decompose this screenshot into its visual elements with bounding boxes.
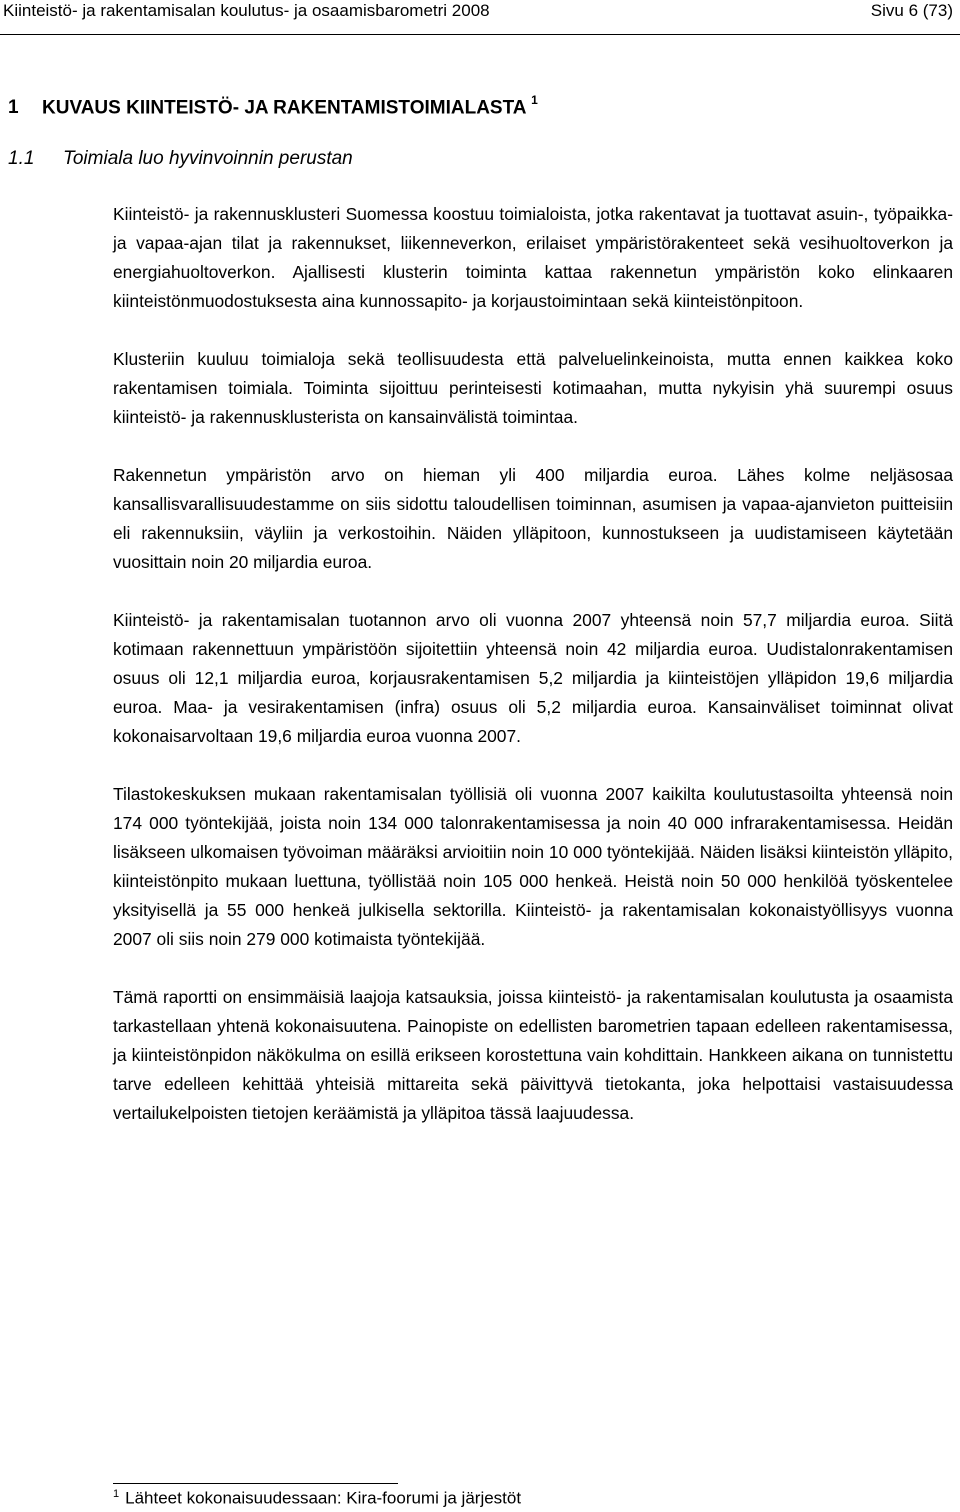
paragraph: Kiinteistö- ja rakennusklusteri Suomessa koostuu toimialoista, jotka rakentavat ja tuottavat asuin-, työpaikka- ja vapaa-ajan tilat ja rakennukset, liikenneverkon, erilaiset ympäristörakenteet sekä vesihuoltoverkon ja energiahuoltoverkon. Ajallisesti klusterin toiminta kattaa rakennetun ympäristön koko elinkaaren kiinteistönmuodostuksesta aina kunnossapito- ja korjaustoimintaan sekä kiinteistönpitoon. (113, 204, 953, 311)
section-heading (8, 148, 353, 170)
paragraph: Klusteriin kuuluu toimialoja sekä teollisuudesta että palveluelinkeinoista, mutta ennen kaikkea koko rakentamisen toimiala. Toiminta sijoittuu perinteisesti kotimaahan, mutta nykyisin yhä suurempi osuus kiinteistö- ja rakennusklusterista on kansainvälistä toimintaa. (113, 349, 953, 427)
footnote-text: Lähteet kokonaisuudessaan: Kira-foorumi ja järjestöt (125, 1488, 522, 1508)
chapter-title: KUVAUS KIINTEISTÖ- JA RAKENTAMISTOIMIALASTA (42, 97, 526, 119)
paragraph: Kiinteistö- ja rakentamisalan tuotannon arvo oli vuonna 2007 yhteensä noin 57,7 miljardia euroa. Siitä kotimaan rakennettuun ympäristöön sijoitettiin yhteensä noin 42 miljardia euroa. Uudistalonrakentamisen osuus oli 12,1 miljardia euroa, korjausrakentamisen 5,2 miljardia ja kiinteistöjen ylläpidon 19,6 miljardia euroa. Maa- ja vesirakentamisen (infra) osuus oli 5,2 miljardia euroa. Kansainväliset toiminnat olivat kokonaisarvoltaan 19,6 miljardia euroa vuonna 2007. (113, 610, 953, 746)
page-header (0, 0, 960, 35)
section-number: 1.1 (8, 148, 35, 169)
paragraph: Tämä raportti on ensimmäisiä laajoja katsauksia, joissa kiinteistö- ja rakentamisalan koulutusta ja osaamista tarkastellaan yhtenä kokonaisuutena. Painopiste on edellisten barometrien tapaan edelleen rakentamisessa, ja kiinteistönpidon näkökulma on esillä erikseen korostettuna vain kohdittain. Hankkeen aikana on tunnistettu tarve edelleen kehittää yhteisiä mittareita sekä päivittyvä tietokanta, joka helpottaisi vastaisuudessa vertailukelpoisten tietojen keräämistä ja ylläpitoa tässä laajuudessa. (113, 987, 953, 1123)
document-title: Kiinteistö- ja rakentamisalan koulutus- ja osaamisbarometri 2008 (3, 1, 490, 20)
footnote-divider (113, 1483, 398, 1484)
paragraph: Tilastokeskuksen mukaan rakentamisalan työllisiä oli vuonna 2007 kaikilta koulutustasoilta yhteensä noin 174 000 työntekijää, joista noin 134 000 talonrakentamisessa ja noin 40 000 infrarakentamisessa. Heidän lisäkseen ulkomaisen työvoiman määräksi arvioitiin noin 10 000 työntekijää. Näiden lisäksi kiinteistön ylläpito, kiinteistönpito mukaan luettuna, työllistää noin 105 000 henkeä. Heistä noin 50 000 henkilöä työskentelee yksityisellä ja 55 000 henkeä julkisella sektorilla. Kiinteistö- ja rakentamisalan kokonaistyöllisyys vuonna 2007 oli siis noin 279 000 kotimaista työntekijää. (113, 784, 954, 949)
body-text (113, 200, 953, 1157)
page-number: Sivu 6 (73) (870, 1, 953, 20)
chapter-number: 1 (8, 97, 19, 119)
footnote-reference[interactable]: 1 (531, 93, 538, 107)
footnote (113, 1488, 521, 1509)
chapter-heading (8, 95, 538, 119)
section-title: Toimiala luo hyvinvoinnin perustan (63, 148, 353, 169)
footnote-marker: 1 (113, 1488, 120, 1500)
paragraph: Rakennetun ympäristön arvo on hieman yli 400 miljardia euroa. Lähes kolme neljäsosaa kansallisvarallisuudestamme on siis sidottu taloudellisen toiminnan, asumisen ja vapaa-ajanvieton puitteisiin eli rakennuksiin, väyliin ja verkostoihin. Näiden ylläpitoon, kunnostukseen ja uudistamiseen käytetään vuosittain noin 20 miljardia euroa. (113, 465, 953, 572)
